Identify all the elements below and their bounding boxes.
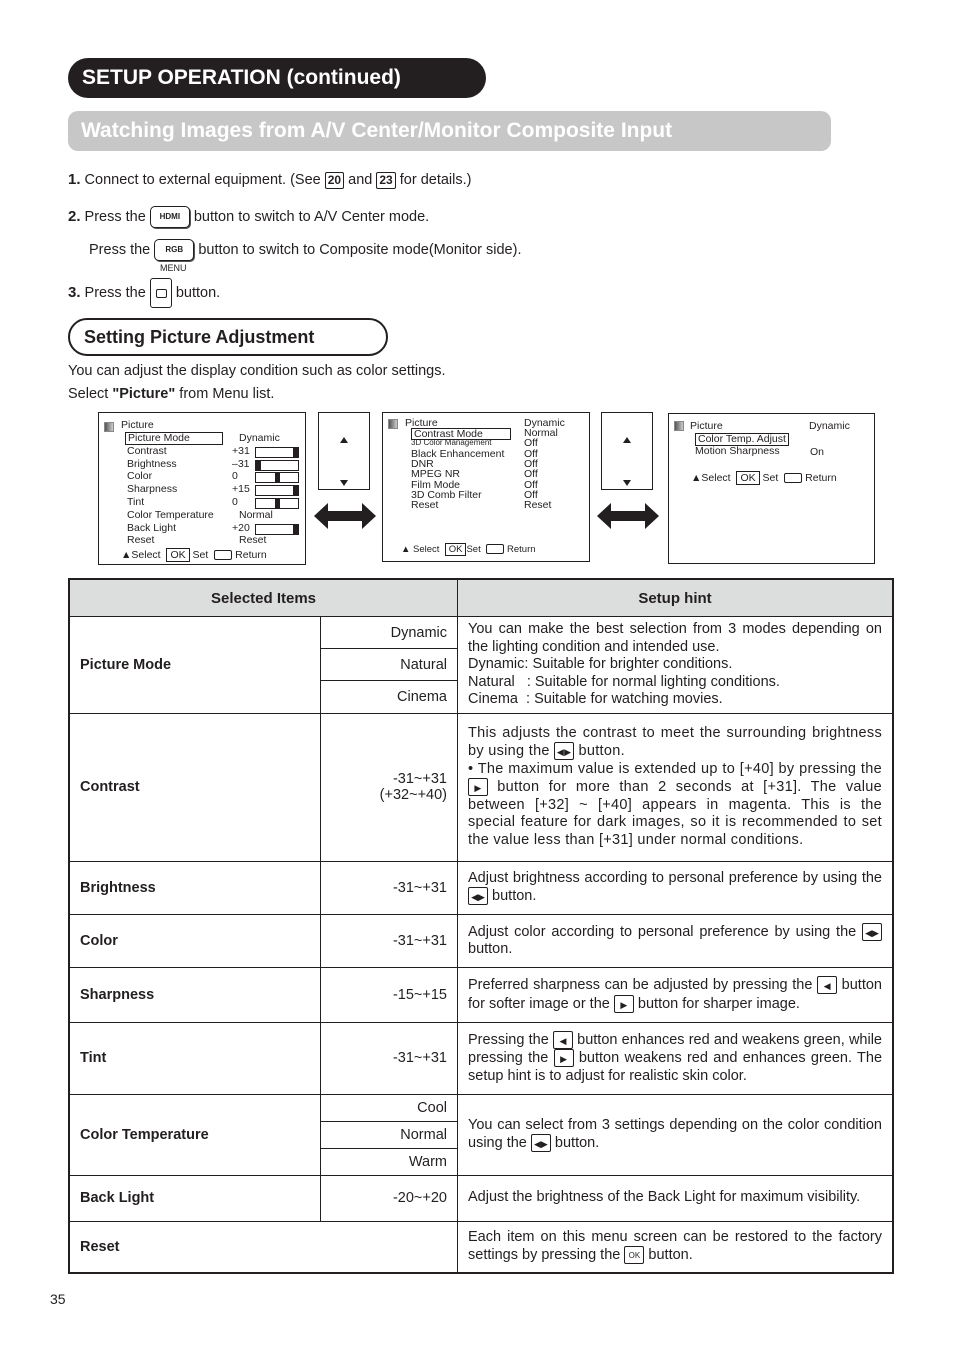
table-row (69, 861, 893, 914)
item-sharpness: Sharpness (69, 967, 321, 1022)
table-header-row (69, 579, 893, 617)
step-2 (68, 206, 429, 228)
hint-back-light: Adjust the brightness of the Back Light for maximum visibility. (458, 1175, 894, 1221)
item-color-temperature: Color Temperature (69, 1094, 321, 1175)
menu-item-value: Dynamic (239, 432, 280, 444)
hint-text: button. (492, 887, 537, 904)
menu-item-label: Black Enhancement (411, 447, 505, 460)
menu-item-label: Reset (127, 534, 155, 547)
menu-item-label: 3D Color Management (411, 438, 492, 448)
screen-footer (401, 544, 536, 557)
menu-item-value: +20 (232, 521, 250, 534)
item-picture-mode: Picture Mode (69, 617, 321, 714)
hint-text: button for sharper image. (637, 995, 800, 1012)
step-text: button. (175, 284, 221, 301)
subtitle-bar (68, 111, 831, 151)
menu-item-slider (255, 447, 299, 458)
step-text: button to switch to A/V Center mode. (193, 208, 430, 225)
left-key-icon: ◀ (817, 976, 837, 994)
hint-text: button. (468, 940, 513, 957)
footer-select: Select (131, 549, 161, 561)
footer-return: Return (235, 549, 267, 561)
nav-updown-box (601, 412, 653, 490)
menu-item-value: Off (524, 478, 538, 491)
intro-paragraph (68, 360, 446, 406)
section-heading-text: Setting Picture Adjustment (84, 327, 315, 347)
item-back-light: Back Light (69, 1175, 321, 1221)
menu-item-value: –31 (232, 457, 250, 470)
range-value-extended: (+32~+40) (379, 787, 447, 803)
menu-item-value: 0 (232, 496, 238, 508)
screen-footer (121, 549, 267, 562)
footer-set: Set (466, 544, 481, 555)
range-tint: -31~+31 (321, 1022, 458, 1094)
table-row (69, 1094, 893, 1121)
return-key-icon (214, 550, 232, 560)
footer-return: Return (805, 472, 837, 484)
page-ref-20: 20 (325, 172, 344, 189)
menu-item-label: Color (127, 470, 153, 483)
range-value: -31~+31 (392, 771, 447, 787)
hint-text: You can select from 3 settings depending on the color condition using the (468, 1116, 882, 1151)
up-arrow-icon (340, 437, 348, 443)
section-heading (68, 318, 388, 356)
footer-select: Select (413, 544, 440, 555)
screen-footer (691, 472, 837, 485)
footer-return: Return (507, 544, 536, 555)
menu-button-icon (150, 278, 172, 308)
ok-key-icon: OK (445, 543, 467, 556)
range-back-light: -20~+20 (321, 1175, 458, 1221)
table-row (69, 1221, 893, 1273)
menu-item-value: Off (524, 468, 538, 481)
step-text: Press the (84, 208, 146, 225)
intro-text: from Menu list. (175, 386, 275, 402)
hint-line: You can make the best selection from 3 modes depending on the lighting condition and intended use. (468, 621, 882, 655)
screen-title: Picture (690, 420, 723, 432)
intro-emphasis: "Picture" (112, 386, 176, 402)
hint-line: Cinema : Suitable for watching movies. (468, 691, 723, 707)
menu-item-slider (255, 485, 299, 496)
menu-item-value: 0 (232, 470, 238, 483)
hint-text: button enhances red and weakens green, while pressing the (468, 1031, 882, 1067)
footer-set: Set (762, 472, 779, 484)
menu-item-value: On (810, 445, 825, 458)
step-text: Press the (89, 241, 151, 258)
menu-item-label: Color Temp. Adjust (695, 433, 789, 446)
menu-item-label: Brightness (127, 457, 177, 470)
down-arrow-icon (623, 480, 631, 486)
hint-sharpness (458, 967, 894, 1022)
menu-item-value: Off (524, 488, 538, 501)
hint-picture-mode (458, 617, 894, 714)
menu-item-label: Back Light (127, 521, 177, 534)
up-arrow-icon (623, 437, 631, 443)
menu-item-value: Reset (524, 499, 552, 512)
page-title: SETUP OPERATION (continued) (82, 66, 401, 89)
return-key-icon (486, 544, 504, 554)
table-row (69, 967, 893, 1022)
hint-text: button for more than 2 seconds at [+31]. The value between [+32] ~ [+40] appears in magenta. This is the special feature for dark images, so it is recommended to set the value less than [+31] under normal conditions. (468, 779, 882, 848)
menu-item-slider (255, 472, 299, 483)
step-text: for details.) (399, 172, 472, 188)
screen-title: Picture (405, 417, 438, 429)
range-brightness: -31~+31 (321, 861, 458, 914)
menu-item-slider (255, 460, 299, 471)
option-warm: Warm (321, 1148, 458, 1175)
right-key-icon: ▶ (554, 1049, 574, 1067)
updown-arrow-icon: ▲︎ (401, 544, 411, 555)
step-text: and (348, 172, 373, 188)
hint-contrast (458, 713, 894, 861)
picture-menu-icon (674, 421, 684, 431)
menu-item-value: Reset (239, 534, 267, 547)
table-row (69, 617, 893, 649)
table-row (69, 914, 893, 967)
hint-text: Each item on this menu screen can be restored to the factory settings by pressing the (468, 1228, 882, 1264)
right-key-icon: ▶ (468, 778, 488, 796)
picture-menu-icon (104, 422, 114, 432)
ok-key-icon: OK (166, 548, 189, 562)
screen-title: Picture (121, 419, 154, 431)
option-cinema: Cinema (321, 681, 458, 713)
menu-screen-2 (382, 412, 590, 562)
menu-item-label: DNR (411, 457, 434, 470)
hint-tint (458, 1022, 894, 1094)
step-number: 3. (68, 283, 81, 301)
table-row (69, 713, 893, 861)
menu-item-value: Normal (239, 508, 273, 521)
menu-item-value: Off (524, 437, 538, 450)
menu-item-label: Color Temperature (127, 508, 214, 521)
ok-key-icon: OK (624, 1246, 644, 1264)
picture-menu-icon (388, 419, 398, 429)
option-natural: Natural (321, 649, 458, 681)
footer-select: Select (701, 472, 731, 484)
menu-item-label: MPEG NR (411, 468, 461, 481)
left-key-icon: ◀ (553, 1031, 573, 1049)
step-3 (68, 278, 220, 308)
left-right-key-icon: ◀▶ (554, 742, 574, 760)
hint-text: Preferred sharpness can be adjusted by pressing the (468, 977, 813, 993)
hint-line: Dynamic: Suitable for brighter conditions. (468, 656, 733, 672)
range-contrast (321, 713, 458, 861)
table-row (69, 1022, 893, 1094)
option-dynamic: Dynamic (321, 617, 458, 649)
settings-table (68, 578, 894, 1274)
footer-set: Set (192, 549, 209, 561)
return-key-icon (784, 473, 802, 483)
hint-color (458, 914, 894, 967)
right-key-icon: ▶ (614, 995, 634, 1013)
hint-text: button for softer image or the (468, 977, 882, 1012)
menu-item-slider (255, 498, 299, 509)
double-arrow-icon (607, 511, 649, 521)
item-brightness: Brightness (69, 861, 321, 914)
item-color: Color (69, 914, 321, 967)
menu-button-label: MENU (160, 263, 187, 273)
menu-screen-3 (668, 413, 875, 564)
menu-screen-1 (98, 412, 306, 565)
menu-item-value: +31 (232, 444, 250, 457)
hint-text: button weakens red and enhances green. The setup hint is to adjust for realistic skin color. (468, 1050, 883, 1084)
menu-item-value: +15 (232, 483, 250, 496)
step-text: Press the (84, 284, 146, 301)
left-right-key-icon: ◀▶ (468, 887, 488, 905)
header-setup-hint: Setup hint (458, 579, 894, 617)
menu-item-value: Off (524, 457, 538, 470)
page-ref-23: 23 (376, 172, 395, 189)
ok-key-icon: OK (736, 471, 759, 485)
menu-item-label: Sharpness (127, 483, 178, 496)
hint-brightness (458, 861, 894, 914)
section-title-bar (68, 58, 486, 98)
menu-item-label: 3D Comb Filter (411, 488, 482, 501)
down-arrow-icon (340, 480, 348, 486)
intro-line-2 (68, 383, 446, 406)
table-row (69, 1175, 893, 1221)
step-text: Connect to external equipment. (See (84, 172, 321, 188)
screen-title-value: Dynamic (524, 417, 565, 429)
menu-item-label: Film Mode (411, 478, 461, 491)
menu-item-label: Contrast (127, 444, 167, 457)
intro-text: Select (68, 386, 113, 402)
left-right-key-icon: ◀▶ (862, 923, 882, 941)
hint-text: Adjust color according to personal preference by using the (468, 923, 857, 940)
header-selected-items: Selected Items (69, 579, 458, 617)
step-text: button to switch to Composite mode(Monitor side). (198, 241, 522, 258)
hdmi-button-icon: HDMI (150, 206, 190, 228)
hint-text: button. (554, 1134, 600, 1151)
range-sharpness: -15~+15 (321, 967, 458, 1022)
hint-text: Adjust brightness according to personal preference by using the (468, 869, 882, 886)
updown-arrow-icon: ▲︎ (121, 549, 132, 561)
screen-title-value: Dynamic (809, 420, 850, 432)
item-reset: Reset (69, 1221, 458, 1273)
page-subtitle: Watching Images from A/V Center/Monitor Composite Input (81, 119, 673, 142)
hint-text: This adjusts the contrast to meet the surrounding brightness by using the (468, 724, 882, 760)
step-number: 2. (68, 207, 81, 225)
menu-item-slider (255, 524, 299, 535)
option-normal: Normal (321, 1121, 458, 1148)
hint-text: Pressing the (468, 1031, 549, 1048)
hint-text: button. (578, 743, 625, 760)
item-contrast: Contrast (69, 713, 321, 861)
updown-arrow-icon: ▲︎ (691, 472, 702, 484)
hint-text: • The maximum value is extended up to [+40] by pressing the (468, 760, 882, 777)
menu-item-label: Tint (127, 496, 145, 508)
rgb-button-icon: RGB (154, 239, 194, 261)
nav-updown-box (318, 412, 370, 490)
step-2b (89, 239, 521, 261)
hint-color-temperature (458, 1094, 894, 1175)
menu-item-label: Contrast Mode (411, 428, 511, 440)
menu-item-label: Motion Sharpness (695, 444, 780, 457)
step-number: 1. (68, 171, 81, 188)
page-number: 35 (50, 1291, 66, 1307)
menu-item-value: Off (524, 447, 538, 460)
hint-reset (458, 1221, 894, 1273)
menu-item-label: Reset (411, 499, 439, 512)
double-arrow-icon (324, 511, 366, 521)
item-tint: Tint (69, 1022, 321, 1094)
hint-line: Natural : Suitable for normal lighting conditions. (468, 673, 780, 690)
left-right-key-icon: ◀▶ (531, 1134, 551, 1152)
step-1 (68, 171, 472, 189)
range-color: -31~+31 (321, 914, 458, 967)
hint-text: button. (648, 1247, 693, 1264)
option-cool: Cool (321, 1094, 458, 1121)
intro-line-1: You can adjust the display condition such as color settings. (68, 363, 446, 379)
menu-item-value: Normal (524, 427, 558, 439)
menu-item-label: Picture Mode (125, 432, 223, 445)
